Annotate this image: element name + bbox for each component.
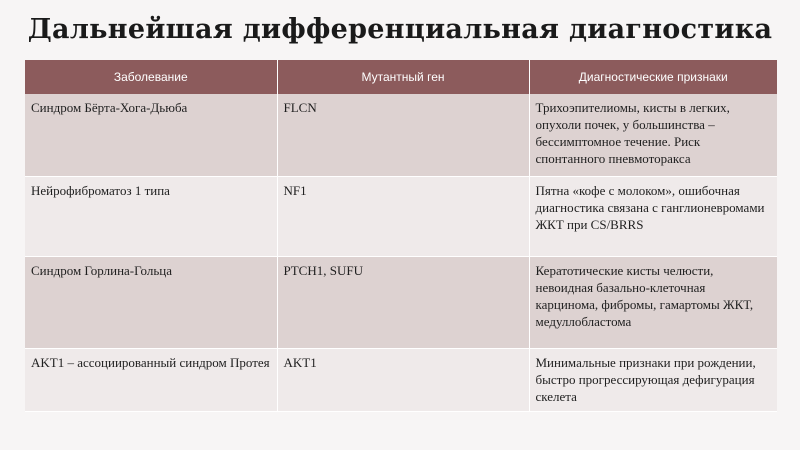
table-row	[25, 176, 777, 256]
gene-cell: FLCN	[277, 94, 529, 176]
disease-cell: Нейрофиброматоз 1 типа	[25, 176, 277, 256]
table-header-row	[25, 60, 777, 94]
differential-diagnosis-table	[25, 60, 777, 412]
disease-cell: AKT1 – ассоциированный синдром Протея	[25, 348, 277, 411]
header-signs: Диагностические признаки	[529, 60, 777, 94]
gene-cell: NF1	[277, 176, 529, 256]
disease-cell: Синдром Горлина-Гольца	[25, 256, 277, 348]
table-row	[25, 348, 777, 411]
gene-cell: PTCH1, SUFU	[277, 256, 529, 348]
gene-cell: AKT1	[277, 348, 529, 411]
disease-cell: Синдром Бёрта-Хога-Дьюба	[25, 94, 277, 176]
signs-cell: Трихоэпителиомы, кисты в легких, опухоли почек, у большинства – бессимптомное течение. Риск спонтанного пневмоторакса	[529, 94, 777, 176]
header-gene: Мутантный ген	[277, 60, 529, 94]
signs-cell: Пятна «кофе с молоком», ошибочная диагностика связана с ганглионевромами ЖКТ при CS/BRRS	[529, 176, 777, 256]
signs-cell: Кератотические кисты челюсти, невоидная базально-клеточная карцинома, фибромы, гамартомы ЖКТ, медуллобластома	[529, 256, 777, 348]
header-disease: Заболевание	[25, 60, 277, 94]
table-row	[25, 94, 777, 176]
slide-title: Дальнейшая дифференциальная диагностика	[27, 14, 773, 45]
table-row	[25, 256, 777, 348]
signs-cell: Минимальные признаки при рождении, быстро прогрессирующая дефигурация скелета	[529, 348, 777, 411]
